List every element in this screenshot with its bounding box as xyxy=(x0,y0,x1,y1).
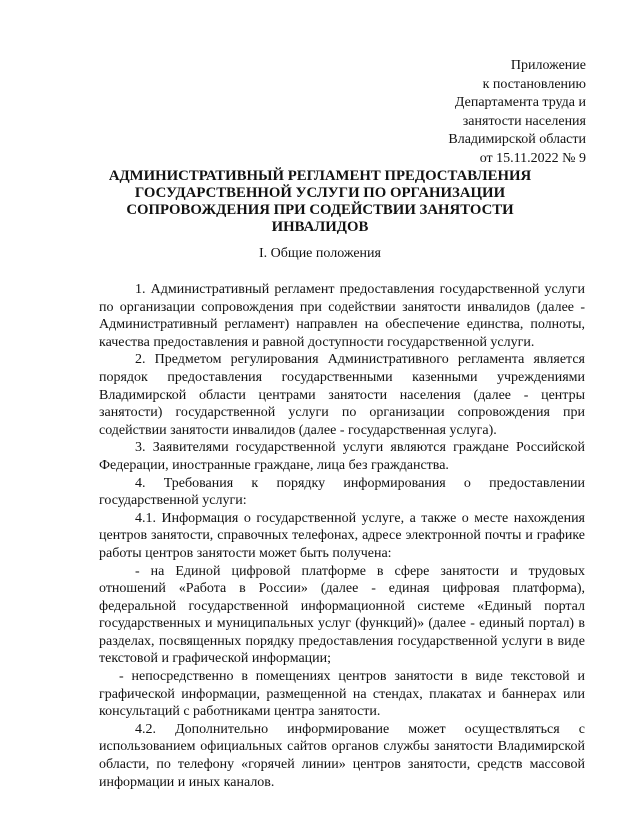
paragraph: 4.1. Информация о государственной услуге, а также о месте нахождения центров занятости, справочных телефонах, адресе электронной почты и графике работы центров занятости может быть получена: xyxy=(99,510,585,561)
paragraph: 4.2. Дополнительно информирование может осуществляться с использованием официальных сайтов органов службы занятости Владимирской области, по телефону «горячей линии» центров занятости, средств массовой информации и иных каналов. xyxy=(99,721,585,790)
section-heading: I. Общие положения xyxy=(259,246,381,261)
document-title: АДМИНИСТРАТИВНЫЙ РЕГЛАМЕНТ ПРЕДОСТАВЛЕНИЯ ГОСУДАРСТВЕННОЙ УСЛУГИ ПО ОРГАНИЗАЦИИ СОПРОВОЖДЕНИЯ ПРИ СОДЕЙСТВИИ ЗАНЯТОСТИ ИНВАЛИДОВ xyxy=(108,168,532,235)
paragraph: 3. Заявителями государственной услуги являются граждане Российской Федерации, иностранные граждане, лица без гражданства. xyxy=(99,440,585,473)
paragraph: 2. Предметом регулирования Административного регламента является порядок предоставления государственными казенными учреждениями Владимирской области центрами занятости населения (далее - центры занятости) государственной услуги по организации сопровождения при содействии занятости инвалидов (далее - государственная услуга). xyxy=(99,352,585,438)
paragraph: 1. Административный регламент предоставления государственной услуги по организации сопровождения при содействии занятости инвалидов (далее - Административный регламент) направлен на обеспечение единства, полноты, качества предоставления и равной доступности государственной услуги. xyxy=(99,282,585,350)
appendix-block xyxy=(448,57,586,169)
appendix-line: Владимирской области xyxy=(448,132,586,148)
paragraph: 4. Требования к порядку информирования о предоставлении государственной услуги: xyxy=(99,475,585,509)
appendix-line: Департамента труда и xyxy=(454,95,586,111)
paragraph: - на Единой цифровой платформе в сфере занятости и трудовых отношений «Работа в России» (далее - единая цифровая платформа), федеральной государственной информационной системе «Единый портал государственных и муниципальных услуг (функций)» (далее - единый портал) в разделах, посвященных порядку предоставления государственной услуги в виде текстовой и графической информации; xyxy=(99,563,585,667)
appendix-line: к постановлению xyxy=(482,76,586,92)
document-body xyxy=(99,281,585,791)
appendix-line: Приложение xyxy=(510,58,586,73)
appendix-line: занятости населения xyxy=(462,113,586,129)
appendix-date-line: от 15.11.2022 № 9 xyxy=(479,150,586,166)
paragraph: - непосредственно в помещениях центров занятости в виде текстовой и графической информации, размещенной на стендах, плакатах и баннерах или консультаций с работниками центра занятости. xyxy=(99,669,585,720)
